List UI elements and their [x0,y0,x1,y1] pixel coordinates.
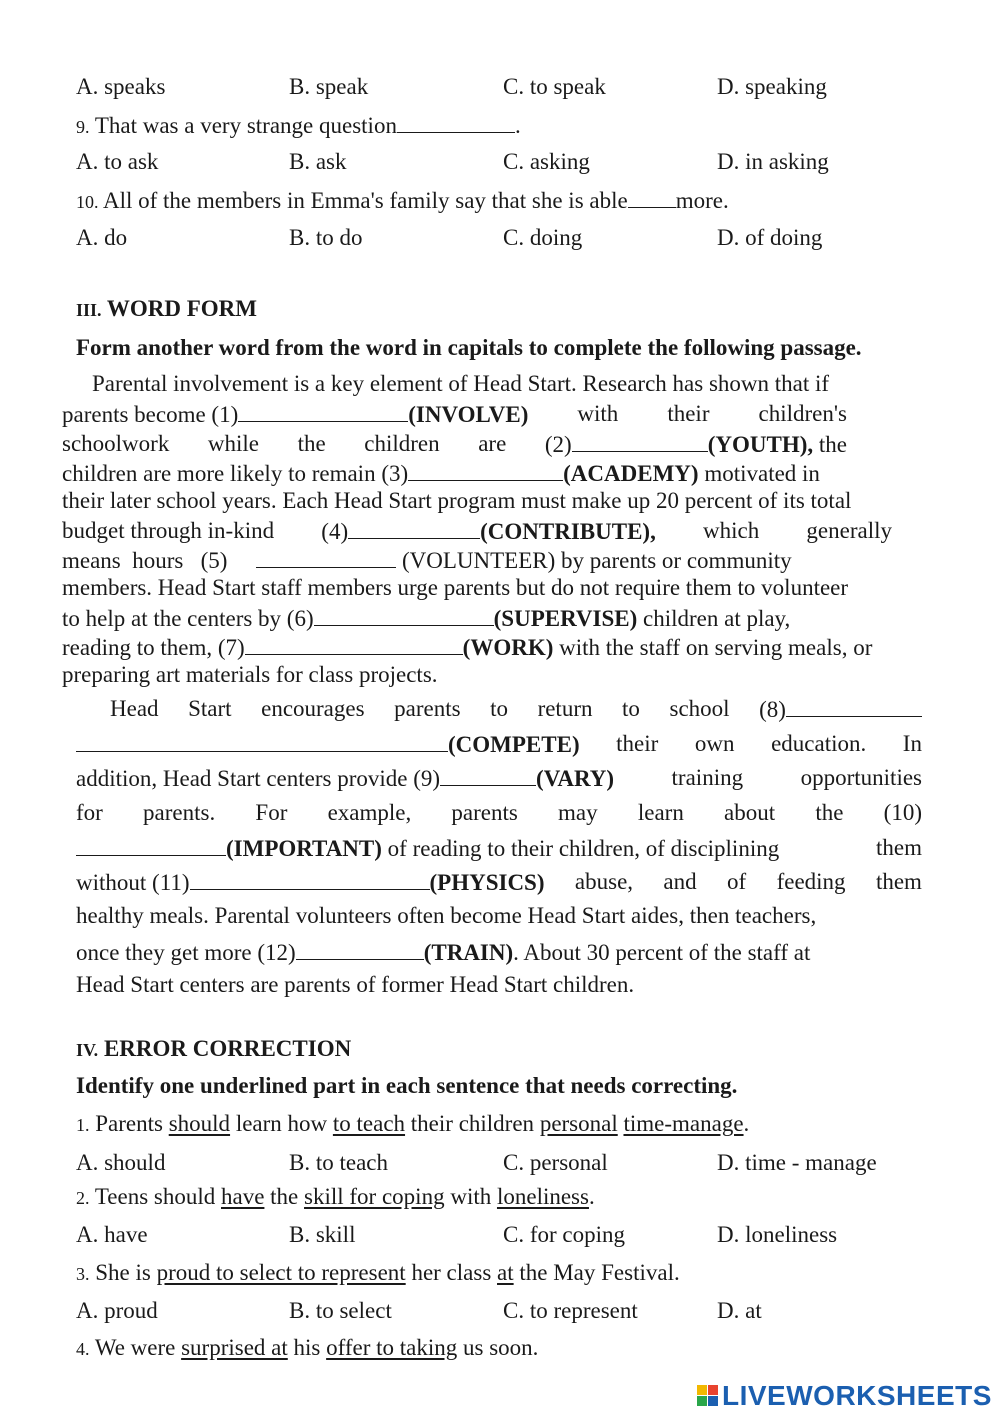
p1-word: (4) [321,519,349,544]
q9-blank[interactable] [397,112,515,133]
q9-end: . [514,113,521,138]
p1-line-4 [62,460,820,485]
ec-q3-option-b[interactable]: B. to select [289,1298,392,1323]
ec-text: She is [95,1260,157,1285]
cue-important: (IMPORTANT) [226,836,382,861]
p2-word: example, [327,800,412,825]
q10-option-a[interactable]: A. do [76,225,128,250]
q8-option-a[interactable]: A. speaks [76,74,166,99]
q10-end: more. [675,188,729,213]
p1-word: children [364,431,440,456]
section3-instruction: Form another word from the word in capitals to complete the following passage. [76,335,862,360]
ec-q2-stem [76,1185,595,1208]
p2-word: own [694,731,735,756]
ec-q2-option-a[interactable]: A. have [76,1222,148,1247]
p2-word: school [669,696,730,721]
p2-word: parents [394,696,461,721]
p2-line-2 [76,731,922,758]
q9-number: 9. [76,117,90,137]
p2-word: of [727,869,747,894]
p2-text: . About 30 percent of the staff at [513,940,811,965]
p2-word: (8) [759,697,786,722]
cue-train: (TRAIN) [423,940,514,965]
p2-word: for [76,800,103,825]
q9-option-b[interactable]: B. ask [289,149,347,174]
ec-text: us soon. [457,1335,539,1360]
ec-q1-stem [76,1112,749,1135]
section4-instruction: Identify one underlined part in each sentence that needs correcting. [76,1073,738,1098]
p1-word: are [478,431,507,456]
ec-q2-underlined-b: skill for coping [304,1184,445,1209]
p1-word: while [207,431,260,456]
section3-roman: III. [76,300,102,320]
blank-11[interactable] [190,869,430,890]
blank-2[interactable] [572,431,708,452]
p2-word: feeding [776,869,846,894]
q10-stem [76,187,729,212]
blank-8-continued[interactable] [76,731,448,752]
blank-10[interactable] [76,835,226,856]
p1-word: means [62,548,121,573]
q9-option-a[interactable]: A. to ask [76,149,159,174]
p2-word: education. [771,731,867,756]
ec-text: . [588,1184,595,1209]
blank-4[interactable] [348,518,480,539]
p1-word: generally [806,518,892,543]
ec-q1-option-b[interactable]: B. to teach [289,1150,388,1175]
ec-text: learn how [230,1111,333,1136]
ec-text: We were [94,1335,182,1360]
blank-9[interactable] [440,765,536,786]
ec-q3-stem [76,1261,680,1284]
p2-word: encourages [261,696,365,721]
p1-text: parents become (1) [62,402,239,427]
p1-line-1: Parental involvement is a key element of Head Start. Research has shown that if [92,371,830,396]
ec-text: with [444,1184,497,1209]
liveworksheets-logo [697,1380,992,1412]
cue-supervise: (SUPERVISE) [493,606,638,631]
p1-word: hours [132,548,184,573]
p2-word: For [255,800,288,825]
p1-word: budget through in-kind [62,518,275,543]
p1-word: schoolwork [62,431,170,456]
q9-stem [76,112,521,137]
q10-text: All of the members in Emma's family say that she is able [102,188,628,213]
ec-q1-option-d[interactable]: D. time - manage [717,1150,877,1175]
q10-option-b[interactable]: B. to do [289,225,363,250]
p2-word: learn [637,800,684,825]
p2-word: may [558,800,598,825]
q10-blank[interactable] [628,187,676,208]
ec-text: the [264,1184,305,1209]
p1-text: with the staff on serving meals, or [559,635,873,660]
p2-text: without (11) [76,870,190,895]
p1-line-2 [62,401,847,428]
blank-7[interactable] [245,634,463,655]
ec-q4-underlined-b: offer to taking [326,1335,458,1360]
ec-q2-underlined-a: have [221,1184,265,1209]
cue-compete: (COMPETE) [448,732,580,757]
cue-contribute: (CONTRIBUTE), [480,519,656,544]
ec-text: . [743,1111,750,1136]
ec-q4-number: 4. [76,1339,90,1359]
ec-text: her class [405,1260,498,1285]
p2-word: parents. [143,800,216,825]
q9-text: That was a very strange question [94,113,397,138]
q8-option-d[interactable]: D. speaking [717,74,827,99]
p1-line-9 [62,605,790,630]
ec-text: Parents [95,1111,169,1136]
blank-12[interactable] [296,939,424,960]
blank-8[interactable] [786,696,922,717]
p1-line-3 [62,431,847,458]
p2-word: (10) [883,800,922,825]
p2-word: opportunities [800,765,922,790]
blank-1[interactable] [238,401,408,422]
ec-q1-underlined-c: personal [539,1111,618,1136]
ec-q4-stem [76,1336,538,1359]
p1-text: children at play, [643,606,791,631]
q10-option-d[interactable]: D. of doing [717,225,823,250]
p2-word: Head [110,696,159,721]
p1-line-10 [62,634,872,659]
ec-text: his [287,1335,327,1360]
p2-word: parents [451,800,518,825]
p2-word: to [490,696,508,721]
cue-academy: (ACADEMY) [563,461,699,486]
p1-word: their [667,401,710,426]
p2-word: training [671,765,744,790]
p1-text: to help at the centers by (6) [62,606,314,631]
ec-q2-option-d[interactable]: D. loneliness [717,1222,838,1247]
p1-line-5: their later school years. Each Head Start program must make up 20 percent of its total [62,488,852,513]
ec-q3-option-c[interactable]: C. to represent [503,1298,638,1323]
cue-physics: (PHYSICS) [429,870,545,895]
p2-word: abuse, [574,869,634,894]
ec-q2-option-b[interactable]: B. skill [289,1222,356,1247]
ec-q4-underlined-a: surprised at [181,1335,288,1360]
p2-word: Start [188,696,232,721]
ec-q1-underlined-d: time-manage [623,1111,744,1136]
ec-q2-underlined-c: loneliness [496,1184,589,1209]
p1-word: with [577,401,619,426]
p2-line-8 [76,939,810,964]
p2-word: them [875,869,922,894]
q8-option-b[interactable]: B. speak [289,74,369,99]
p1-word: (5) [200,548,228,573]
p1-word: the [297,431,326,456]
blank-6[interactable] [314,605,494,626]
p1-word: children's [758,401,847,426]
p1-line-11: preparing art materials for class projects. [62,662,438,687]
p2-word: In [902,731,922,756]
p1-line-7 [62,547,792,572]
p2-word: them [876,835,922,860]
p2-word: and [663,869,697,894]
ec-q1-number: 1. [76,1115,90,1135]
p2-line-1 [110,696,922,723]
p2-line-5 [76,835,922,862]
p2-line-6 [76,869,922,896]
p2-line-3 [76,765,922,792]
ec-text: Teens should [94,1184,221,1209]
ec-q3-underlined-d: at [497,1260,514,1285]
p2-text: once they get more (12) [76,940,296,965]
ec-q3-number: 3. [76,1264,90,1284]
ec-q3-option-d[interactable]: D. at [717,1298,762,1323]
ec-q2-number: 2. [76,1188,90,1208]
ec-q2-option-c[interactable]: C. for coping [503,1222,626,1247]
p1-word: which [703,518,760,543]
ec-q1-option-c[interactable]: C. personal [503,1150,608,1175]
p2-word: to [622,696,640,721]
p1-text: children are more likely to remain (3) [62,461,409,486]
p1-word: the [818,432,847,457]
q10-number: 10. [76,192,99,212]
cue-vary: (VARY) [536,766,615,791]
blank-3[interactable] [408,460,563,481]
p1-line-8: members. Head Start staff members urge parents but do not require them to volunteer [62,575,849,600]
ec-q3-option-a[interactable]: A. proud [76,1298,158,1323]
p1-word: (2) [544,432,572,457]
section3-title: WORD FORM [106,296,257,321]
q8-option-c[interactable]: C. to speak [503,74,606,99]
q10-option-c[interactable]: C. doing [503,225,583,250]
ec-q3-underlined-abc: proud to select to represent [156,1260,406,1285]
p2-word: about [724,800,776,825]
p2-word: their [616,731,659,756]
p1-text: reading to them, (7) [62,635,245,660]
section4-title: ERROR CORRECTION [103,1036,352,1061]
cue-involve: (INVOLVE) [408,402,529,427]
section3-heading [76,297,257,320]
p2-text: addition, Head Start centers provide (9) [76,766,441,791]
q9-option-d[interactable]: D. in asking [717,149,829,174]
p2-line-4 [76,800,922,826]
p2-line-9: Head Start centers are parents of former Head Start children. [76,972,635,997]
liveworksheets-logo-text: LIVEWORKSHEETS [722,1380,992,1411]
ec-q1-underlined-b: to teach [332,1111,406,1136]
p2-text: of reading to their children, of disciplining [387,836,780,861]
ec-text: the May Festival. [513,1260,680,1285]
p1-line-6 [62,518,892,545]
p2-line-7: healthy meals. Parental volunteers often become Head Start aides, then teachers, [76,903,817,928]
section4-heading [76,1037,351,1060]
cue-youth: (YOUTH), [707,432,814,457]
ec-q1-option-a[interactable]: A. should [76,1150,166,1175]
p1-text: motivated in [704,461,820,486]
ec-q1-underlined-a: should [168,1111,231,1136]
ec-text: their children [405,1111,540,1136]
p2-word: return [537,696,593,721]
p2-word: the [815,800,844,825]
liveworksheets-logo-icon [697,1385,719,1407]
cue-work: (WORK) [462,635,554,660]
section4-roman: IV. [76,1040,99,1060]
blank-5[interactable] [256,547,396,568]
p1-text: (VOLUNTEER) by parents or community [401,548,792,573]
q9-option-c[interactable]: C. asking [503,149,590,174]
